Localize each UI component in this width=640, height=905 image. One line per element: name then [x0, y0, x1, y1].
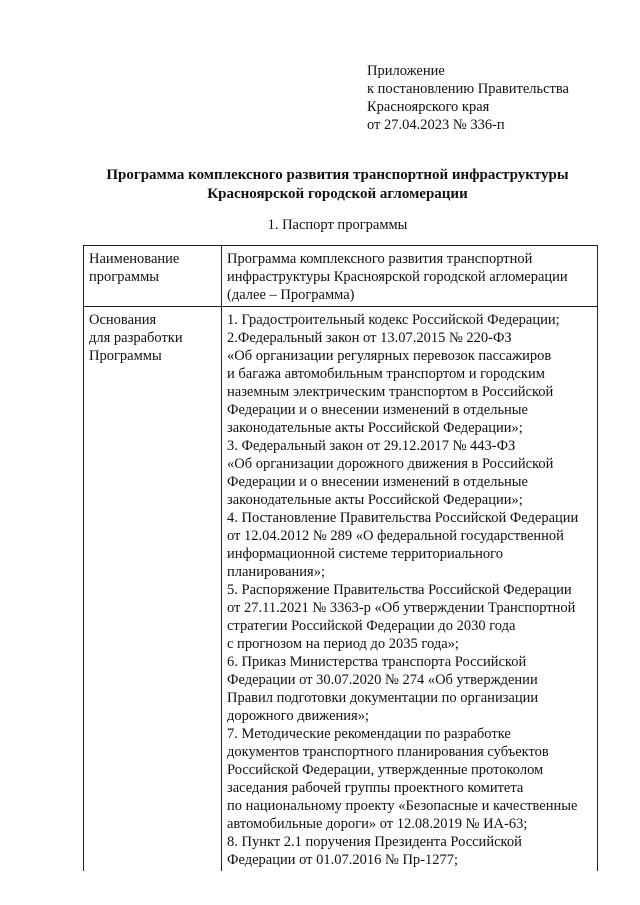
label-line: Наименование	[89, 251, 180, 267]
value-line: информационной системе территориального	[227, 546, 503, 562]
label-line: Программы	[89, 348, 162, 364]
value-line: Федерации от 30.07.2020 № 274 «Об утверждении	[227, 672, 538, 688]
value-line: и багажа автомобильным транспортом и городским	[227, 366, 545, 382]
row-value-cell	[222, 307, 598, 872]
value-line: инфраструктуры Красноярской городской агломерации	[227, 269, 568, 285]
value-line: заседания рабочей группы проектного комитета	[227, 780, 524, 796]
document-title-line: Программа комплексного развития транспортной инфраструктуры	[106, 167, 569, 183]
table-row	[84, 307, 598, 872]
passport-table	[83, 245, 598, 871]
value-line: Программа комплексного развития транспортной	[227, 251, 533, 267]
appendix-line: Красноярского края	[367, 99, 490, 115]
value-line: 5. Распоряжение Правительства Российской Федерации	[227, 582, 572, 598]
value-line: Российской Федерации, утвержденные протоколом	[227, 762, 544, 778]
value-line: «Об организации регулярных перевозок пассажиров	[227, 348, 552, 364]
value-line: автомобильные дороги» от 12.08.2019 № ИА-63;	[227, 816, 528, 832]
table-row	[84, 246, 598, 307]
value-line: 3. Федеральный закон от 29.12.2017 № 443-ФЗ	[227, 438, 516, 454]
value-line: планирования»;	[227, 564, 326, 580]
appendix-block	[367, 62, 569, 134]
row-label-cell	[84, 307, 222, 872]
row-label-cell	[84, 246, 222, 307]
value-line: наземным электрическим транспортом в Российской	[227, 384, 554, 400]
row-value-cell	[222, 246, 598, 307]
value-line: с прогнозом на период до 2035 года»;	[227, 636, 459, 652]
value-line: дорожного движения»;	[227, 708, 369, 724]
value-line: документов транспортного планирования субъектов	[227, 744, 549, 760]
value-line: законодательные акты Российской Федерации»;	[227, 492, 523, 508]
value-line: «Об организации дорожного движения в Российской	[227, 456, 554, 472]
value-line: от 12.04.2012 № 289 «О федеральной государственной	[227, 528, 564, 544]
label-line: для разработки	[89, 330, 183, 346]
value-line: законодательные акты Российской Федерации»;	[227, 420, 523, 436]
value-line: Федерации и о внесении изменений в отдельные	[227, 402, 528, 418]
value-line: 2.Федеральный закон от 13.07.2015 № 220-ФЗ	[227, 330, 512, 346]
value-line: Правил подготовки документации по организации	[227, 690, 539, 706]
value-line: 7. Методические рекомендации по разработке	[227, 726, 511, 742]
appendix-line: к постановлению Правительства	[367, 81, 569, 97]
value-line: 1. Градостроительный кодекс Российской Федерации;	[227, 312, 560, 328]
appendix-line: от 27.04.2023 № 336-п	[367, 117, 505, 133]
value-line: 6. Приказ Министерства транспорта Российской	[227, 654, 527, 670]
value-line: 8. Пункт 2.1 поручения Президента Российской	[227, 834, 522, 850]
value-line: (далее – Программа)	[227, 287, 355, 303]
appendix-line: Приложение	[367, 63, 445, 79]
document-title-line: Красноярской городской агломерации	[207, 186, 468, 202]
value-line: 4. Постановление Правительства Российской Федерации	[227, 510, 579, 526]
value-line: Федерации от 01.07.2016 № Пр-1277;	[227, 852, 459, 868]
document-title	[60, 166, 615, 204]
value-line: стратегии Российской Федерации до 2030 года	[227, 618, 516, 634]
label-line: программы	[89, 269, 159, 285]
value-line: от 27.11.2021 № 3363-р «Об утверждении Транспортной	[227, 600, 576, 616]
value-line: Федерации и о внесении изменений в отдельные	[227, 474, 528, 490]
value-line: по национальному проекту «Безопасные и качественные	[227, 798, 578, 814]
label-line: Основания	[89, 312, 157, 328]
section-heading: 1. Паспорт программы	[267, 217, 408, 233]
